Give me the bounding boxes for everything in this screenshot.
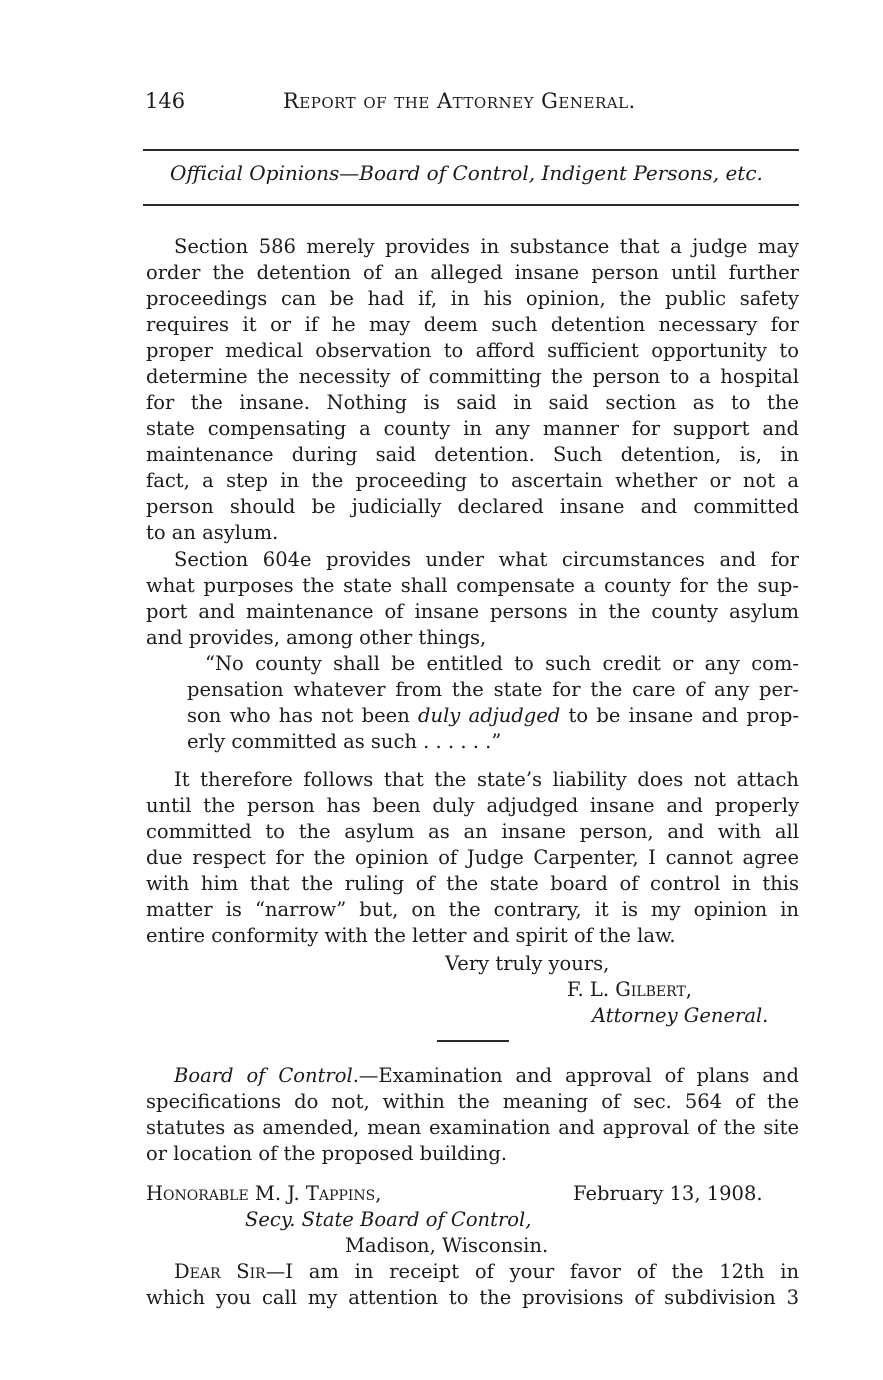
quote-line: “No county shall be entitled to such credit or any com- [205, 652, 799, 675]
signature: F. L. Gilbert, [567, 978, 692, 1001]
text-line: matter is “narrow” but, on the contrary, it is my opinion in [146, 898, 799, 921]
text-line: Section 586 merely provides in substance that a judge may [174, 235, 799, 258]
text-line: proper medical observation to afford sufficient opportunity to [146, 339, 799, 362]
text-line: proceedings can be had if, in his opinion, the public safety [146, 287, 799, 310]
text-line: determine the necessity of committing the person to a hospital [146, 365, 799, 388]
heading-rule [143, 204, 799, 206]
text-line: statutes as amended, mean examination and approval of the site [146, 1116, 799, 1139]
text-line: to an asylum. [146, 521, 279, 544]
page-number: 146 [145, 89, 186, 113]
salutation: Dear Sir [174, 1260, 266, 1283]
text-line: and provides, among other things, [146, 626, 487, 649]
text-line: which you call my attention to the provisions of subdivision 3 [146, 1286, 799, 1309]
letter-text: —I am in receipt of your favor of the 12th in [265, 1260, 799, 1283]
section-heading: Official Opinions—Board of Control, Indigent Persons, etc. [170, 161, 763, 185]
text-line: It therefore follows that the state’s liability does not attach [174, 768, 799, 791]
addressee: Honorable M. J. Tappins, [146, 1182, 382, 1205]
text-line: due respect for the opinion of Judge Carpenter, I cannot agree [146, 846, 799, 869]
text-line: state compensating a county in any manner for support and [146, 417, 799, 440]
running-title: Report of the Attorney General. [283, 89, 636, 113]
text-line: until the person has been duly adjudged insane and properly [146, 794, 799, 817]
text-line [174, 1063, 799, 1089]
quote-emphasis: duly adjudged [418, 704, 561, 727]
syllabus-text: —Examination and approval of plans and [358, 1064, 799, 1087]
top-rule [143, 149, 799, 151]
text-line: port and maintenance of insane persons in the county asylum [146, 600, 799, 623]
text-line: person should be judicially declared insane and committed [146, 495, 799, 518]
signature-title [592, 1003, 768, 1029]
syllabus-title: Board of Control. [174, 1064, 359, 1087]
text-line: Section 604e provides under what circumstances and for [174, 548, 799, 571]
text-line [174, 1259, 799, 1285]
text-line: committed to the asylum as an insane person, and with all [146, 820, 799, 843]
signature-title-text: Attorney General. [592, 1004, 769, 1027]
quote-line [187, 703, 799, 729]
addressee-city: Madison, Wisconsin. [345, 1234, 549, 1257]
text-line: maintenance during said detention. Such detention, is, in [146, 443, 799, 466]
quote-text: to be insane and prop- [560, 704, 799, 727]
section-divider [437, 1040, 509, 1042]
text-line: with him that the ruling of the state board of control in this [146, 872, 799, 895]
text-line: or location of the proposed building. [146, 1142, 508, 1165]
quote-line: pensation whatever from the state for the care of any per- [187, 678, 799, 701]
letter-date: February 13, 1908. [573, 1182, 763, 1205]
addressee-title-text: Secy. State Board of Control, [245, 1208, 532, 1231]
text-line: order the detention of an alleged insane person until further [146, 261, 799, 284]
text-line: entire conformity with the letter and spirit of the law. [146, 924, 676, 947]
quote-line: erly committed as such . . . . . .” [187, 730, 502, 753]
text-line: specifications do not, within the meaning of sec. 564 of the [146, 1090, 799, 1113]
text-line: for the insane. Nothing is said in said section as to the [146, 391, 799, 414]
quote-text: son who has not been [187, 704, 419, 727]
text-line: what purposes the state shall compensate a county for the sup- [146, 574, 799, 597]
addressee-title [245, 1207, 531, 1233]
text-line: requires it or if he may deem such detention necessary for [146, 313, 799, 336]
closing: Very truly yours, [445, 952, 610, 975]
text-line: fact, a step in the proceeding to ascertain whether or not a [146, 469, 799, 492]
